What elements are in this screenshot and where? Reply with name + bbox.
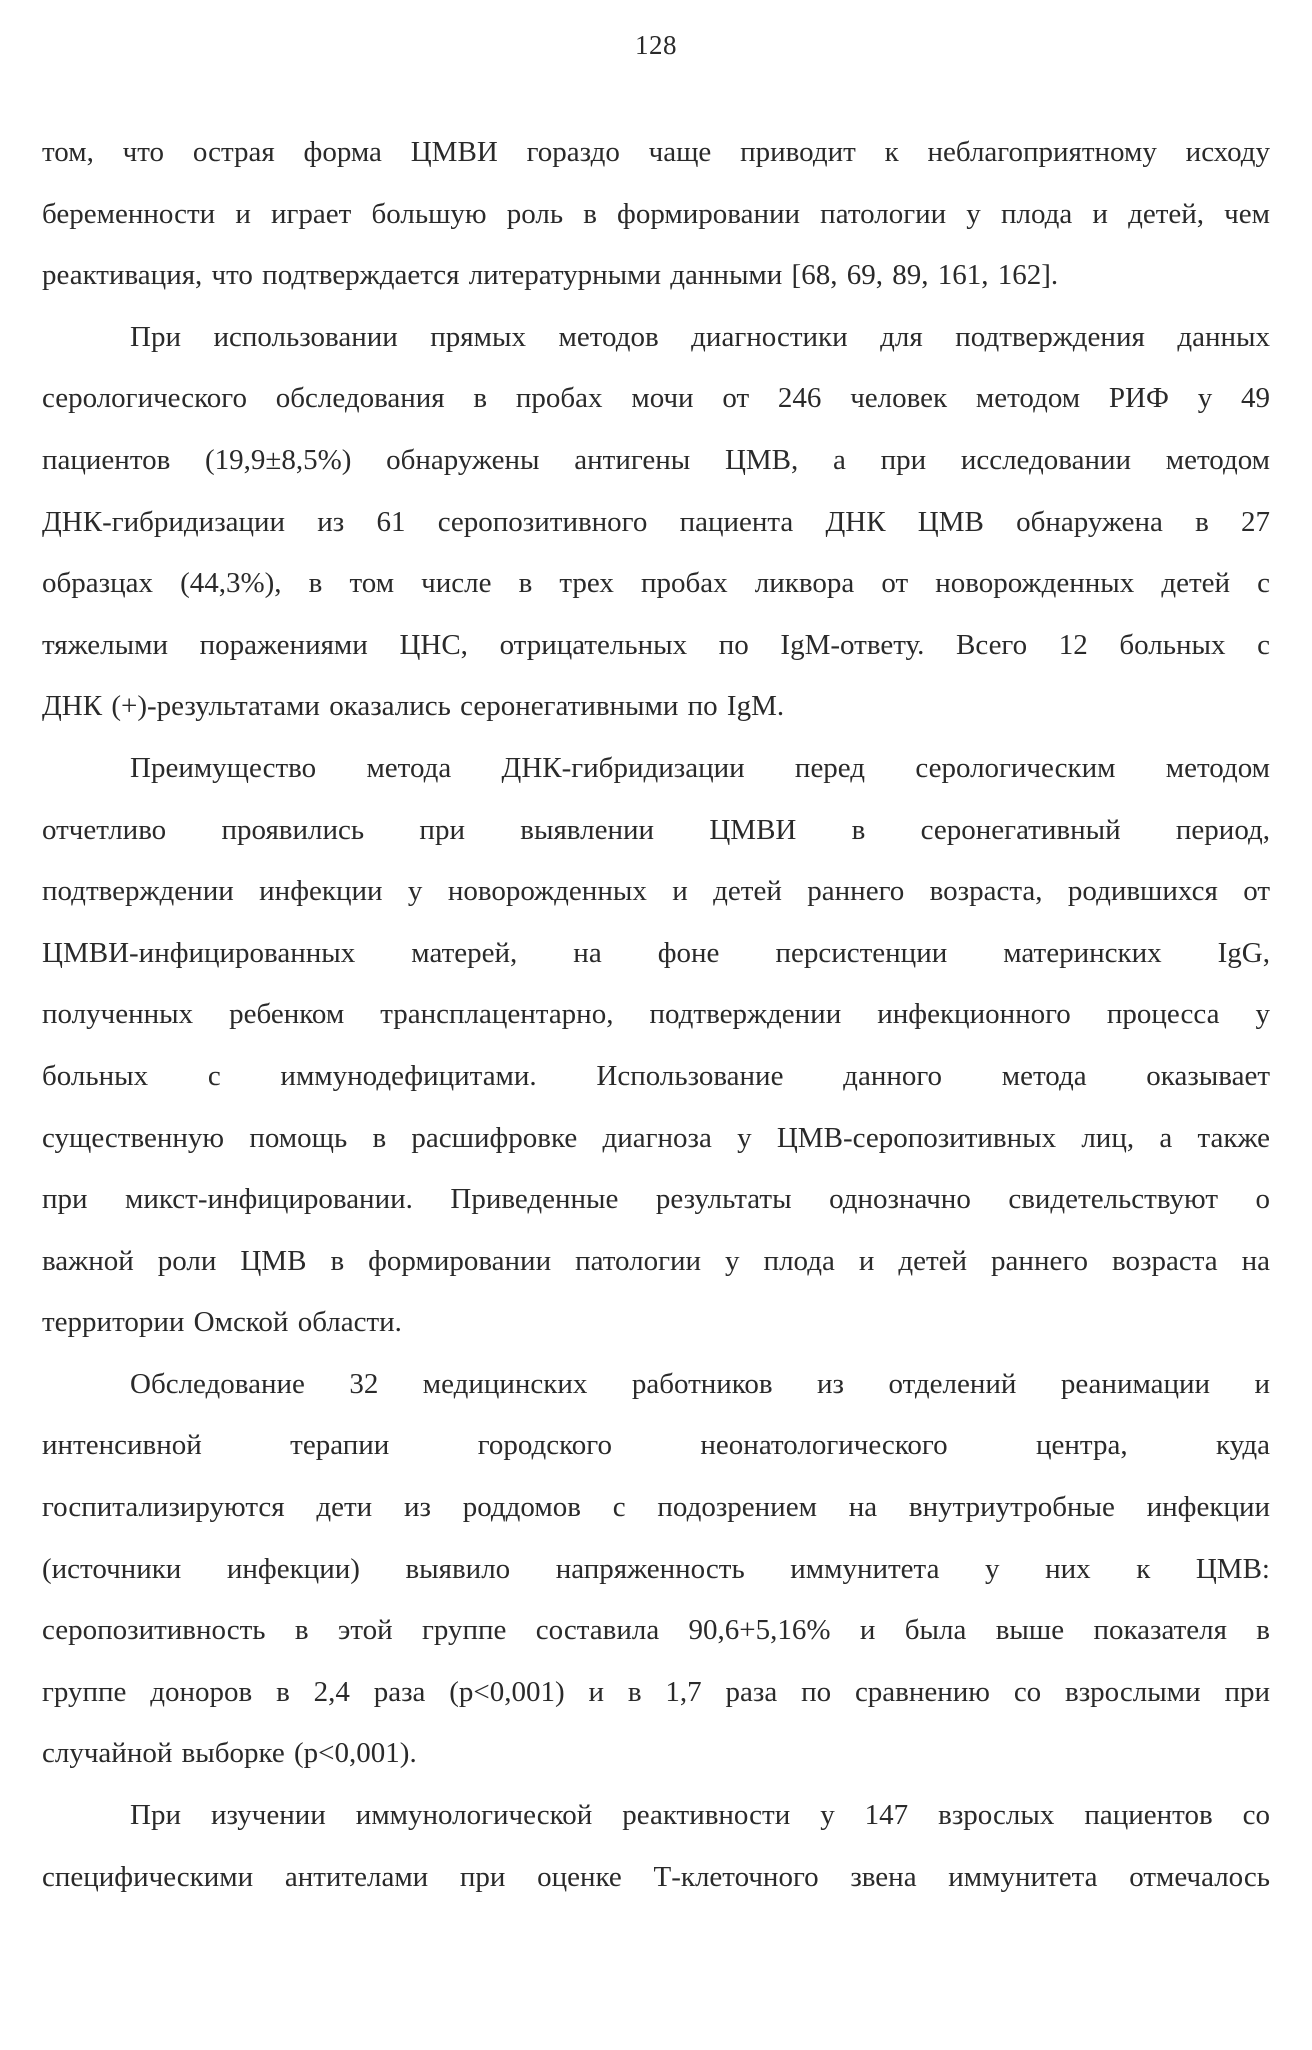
text-line: случайной выборке (p<0,001). <box>42 1737 417 1770</box>
text-line: тяжелыми поражениями ЦНС, отрицательных по IgM-ответу. Всего 12 больных с <box>42 628 1270 661</box>
text-line: Обследование 32 медицинских работников из отделений реанимации и <box>130 1367 1270 1400</box>
text-line: существенную помощь в расшифровке диагноза у ЦМВ-серопозитивных лиц, а также <box>42 1121 1270 1154</box>
text-line: специфическими антителами при оценке Т-клеточного звена иммунитета отмечалось <box>42 1860 1270 1893</box>
paragraph <box>42 122 1270 307</box>
text-line: важной роли ЦМВ в формировании патологии у плода и детей раннего возраста на <box>42 1244 1270 1277</box>
paragraph <box>42 1785 1270 1908</box>
document-body <box>42 122 1270 1908</box>
text-line: серологического обследования в пробах мочи от 246 человек методом РИФ у 49 <box>42 382 1270 415</box>
text-line: ЦМВИ-инфицированных матерей, на фоне персистенции материнских IgG, <box>42 936 1270 969</box>
text-line: интенсивной терапии городского неонатологического центра, куда <box>42 1429 1270 1462</box>
text-line: серопозитивность в этой группе составила 90,6+5,16% и была выше показателя в <box>42 1614 1270 1647</box>
text-line: том, что острая форма ЦМВИ гораздо чаще приводит к неблагоприятному исходу <box>42 136 1270 168</box>
paragraph <box>42 307 1270 738</box>
text-line: отчетливо проявились при выявлении ЦМВИ в серонегативный период, <box>42 813 1270 846</box>
text-line: реактивация, что подтверждается литературными данными [68, 69, 89, 161, 162]. <box>42 259 1059 292</box>
paragraph <box>42 1354 1270 1785</box>
text-line: ДНК (+)-результатами оказались серонегативными по IgM. <box>42 690 785 723</box>
text-line: беременности и играет большую роль в формировании патологии у плода и детей, чем <box>42 197 1270 230</box>
text-line: ДНК-гибридизации из 61 серопозитивного пациента ДНК ЦМВ обнаружена в 27 <box>42 505 1270 538</box>
page-number: 128 <box>635 30 677 60</box>
text-line: госпитализируются дети из роддомов с подозрением на внутриутробные инфекции <box>42 1491 1270 1524</box>
text-line: группе доноров в 2,4 раза (p<0,001) и в 1,7 раза по сравнению со взрослыми при <box>42 1675 1270 1708</box>
text-line: При изучении иммунологической реактивности у 147 взрослых пациентов со <box>130 1799 1270 1832</box>
text-line: образцах (44,3%), в том числе в трех пробах ликвора от новорожденных детей с <box>42 567 1270 600</box>
text-line: При использовании прямых методов диагностики для подтверждения данных <box>130 320 1270 353</box>
text-line: (источники инфекции) выявило напряженность иммунитета у них к ЦМВ: <box>42 1552 1270 1585</box>
text-line: при микст-инфицировании. Приведенные результаты однозначно свидетельствуют о <box>42 1183 1270 1216</box>
text-line: полученных ребенком трансплацентарно, подтверждении инфекционного процесса у <box>42 998 1270 1031</box>
text-line: пациентов (19,9±8,5%) обнаружены антигены ЦМВ, а при исследовании методом <box>42 443 1270 476</box>
text-line: больных с иммунодефицитами. Использование данного метода оказывает <box>42 1059 1270 1092</box>
text-line: подтверждении инфекции у новорожденных и детей раннего возраста, родившихся от <box>42 875 1270 908</box>
paragraph <box>42 738 1270 1354</box>
text-line: территории Омской области. <box>42 1306 402 1339</box>
text-line: Преимущество метода ДНК-гибридизации перед серологическим методом <box>130 751 1270 784</box>
